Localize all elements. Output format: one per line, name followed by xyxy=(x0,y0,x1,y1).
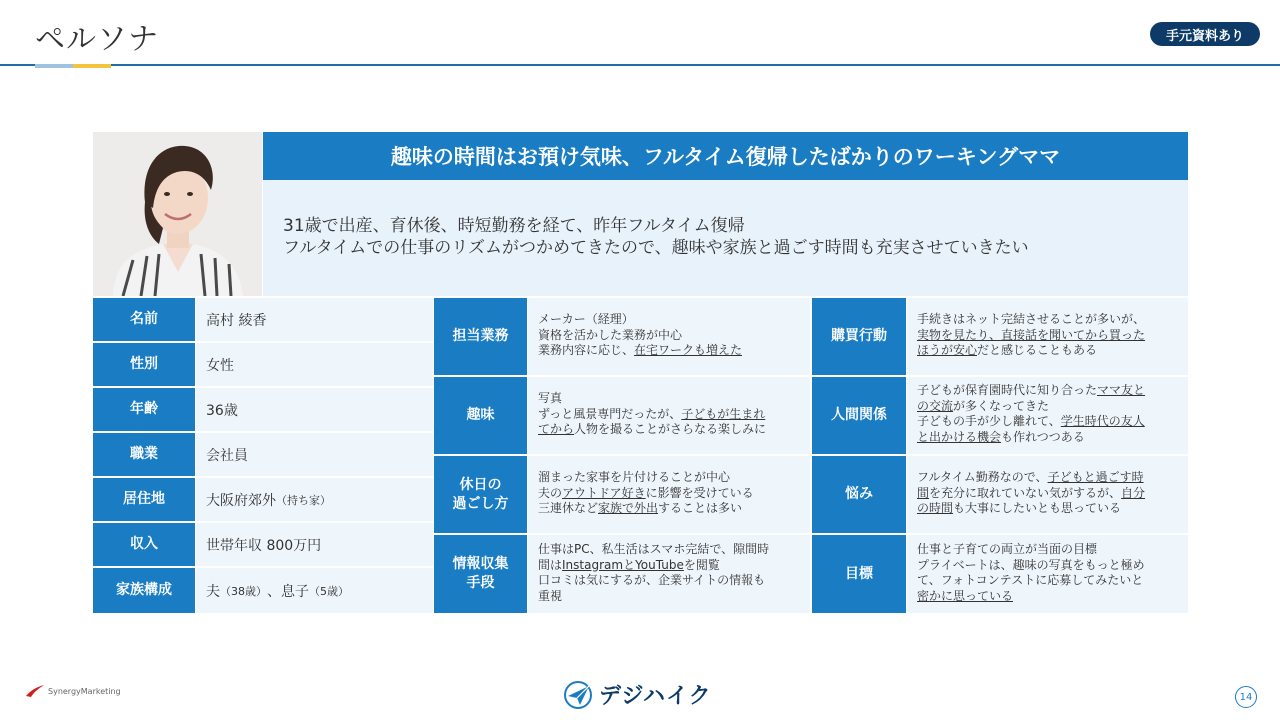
duty-line-3-b: 在宅ワークも増えた xyxy=(634,343,743,357)
buy-text xyxy=(907,298,1188,375)
family-spouse-age: （38歳） xyxy=(220,584,267,598)
info-line-3: 口コミは気にするが、企業サイトの情報も xyxy=(538,573,766,587)
holiday-line-3-c: することは多い xyxy=(658,501,743,515)
buy-line-3 xyxy=(917,343,1180,359)
family-label: 家族構成 xyxy=(93,568,195,613)
goal-line-4-u: 密かに思っている xyxy=(917,588,1014,603)
gender-label: 性別 xyxy=(93,343,195,386)
header-divider xyxy=(0,64,1280,66)
holiday-label xyxy=(434,456,527,533)
worry-line-2-c: 自分 xyxy=(1121,485,1146,500)
age-value: 36歳 xyxy=(196,388,433,431)
buy-line-2-u: 実物を見たり、直接話を聞いてから買った xyxy=(917,327,1146,342)
income-value: 世帯年収 800万円 xyxy=(196,523,433,566)
residence-note: （持ち家） xyxy=(276,493,331,507)
paper-plane-icon xyxy=(563,680,593,710)
hobby-line-3-b: 人物を撮ることがさらなる楽しみに xyxy=(574,422,767,436)
hobby-line-2-b: 子どもが生まれ xyxy=(681,406,766,421)
summary-line-1: 31歳で出産、育休後、時短勤務を経て、昨年フルタイム復帰 xyxy=(283,216,745,236)
persona-portrait-illustration xyxy=(93,132,262,296)
synergy-logo-text: SynergyMarketing xyxy=(48,686,121,696)
worry-line-3-a: の時間 xyxy=(917,501,954,515)
name-value: 高村 綾香 xyxy=(196,298,433,341)
family-son-age: （5歳） xyxy=(309,584,349,598)
rel-line-2-a: の交流 xyxy=(917,398,954,413)
rel-line-1-b: ママ友と xyxy=(1097,383,1146,397)
hobby-line-1: 写真 xyxy=(538,391,563,405)
worry-line-2-a: 間 xyxy=(917,485,930,500)
goal-line-4 xyxy=(917,589,1180,605)
holiday-line-3-b: 家族で外出 xyxy=(598,501,659,515)
info-line-2 xyxy=(538,558,802,574)
rel-line-4-b: も作れつつある xyxy=(1001,429,1085,444)
buy-line-1: 手続きはネット完結させることが多いが、 xyxy=(917,312,1146,326)
duty-label: 担当業務 xyxy=(434,298,527,375)
duty-line-1: メーカー（経理） xyxy=(538,312,634,326)
residence-value xyxy=(196,478,433,521)
persona-headline: 趣味の時間はお預け気味、フルタイム復帰したばかりのワーキングママ xyxy=(263,132,1188,180)
summary-line-2: フルタイムでの仕事のリズムがつかめてきたので、趣味や家族と過ごす時間も充実させていきたい xyxy=(283,238,1029,258)
info-text xyxy=(528,535,810,613)
family-value xyxy=(196,568,433,613)
digihaiku-logo xyxy=(563,679,712,710)
holiday-line-3 xyxy=(538,501,802,517)
rel-line-2-b: が多くなってきた xyxy=(953,398,1050,413)
rel-line-4 xyxy=(917,430,1180,446)
buy-line-3-a: ほうが安心 xyxy=(917,343,978,357)
holiday-line-2-a: 夫の xyxy=(538,485,563,500)
info-line-2-b: InstagramとYouTube xyxy=(562,557,684,572)
header-accent-blue xyxy=(35,64,73,68)
holiday-line-3-a: 三連休など xyxy=(538,501,599,515)
worry-line-2-b: を充分に取れていない気がするが、 xyxy=(929,485,1122,500)
worry-line-1-b: 子どもと過ごす時 xyxy=(1047,470,1144,484)
income-label: 収入 xyxy=(93,523,195,566)
worry-line-1-a: フルタイム勤務なので、 xyxy=(917,470,1048,484)
duty-line-3-a: 業務内容に応じ、 xyxy=(538,343,635,357)
worry-text xyxy=(907,456,1188,533)
persona-summary xyxy=(263,180,1188,296)
worry-line-2 xyxy=(917,486,1180,502)
synergy-swoosh-icon xyxy=(25,684,45,698)
persona-photo xyxy=(93,132,262,296)
info-label-1: 情報収集 xyxy=(452,556,509,572)
holiday-label-2: 過ごし方 xyxy=(452,495,509,512)
digihaiku-wordmark: デジハイク xyxy=(599,684,712,709)
goal-line-1: 仕事と子育ての両立が当面の目標 xyxy=(917,542,1098,556)
name-label: 名前 xyxy=(93,298,195,341)
duty-line-2: 資格を活かした業務が中心 xyxy=(538,327,683,342)
holiday-label-1: 休日の xyxy=(459,476,502,493)
goal-line-2: プライベートは、趣味の写真をもっと極め xyxy=(917,557,1145,572)
job-value: 会社員 xyxy=(196,433,433,476)
family-son: 、息子 xyxy=(267,583,309,600)
holiday-line-2 xyxy=(538,486,802,502)
relationships-text xyxy=(907,377,1188,454)
residence-label: 居住地 xyxy=(93,478,195,521)
age-label: 年齢 xyxy=(93,388,195,431)
rel-line-1 xyxy=(917,383,1180,399)
info-line-1: 仕事はPC、私生活はスマホ完結で、隙間時 xyxy=(538,542,770,556)
relationships-label: 人間関係 xyxy=(812,377,906,454)
info-label-2: 手段 xyxy=(466,575,495,591)
hobby-line-2-a: ずっと風景専門だったが、 xyxy=(538,406,682,421)
synergy-marketing-logo xyxy=(25,684,121,698)
hobby-text xyxy=(528,377,810,454)
rel-line-1-a: 子どもが保育園時代に知り合った xyxy=(917,383,1098,397)
family-spouse: 夫 xyxy=(206,583,220,600)
buy-line-3-b: だと感じることもある xyxy=(977,343,1098,357)
worry-label: 悩み xyxy=(812,456,906,533)
rel-line-3 xyxy=(917,414,1180,430)
job-label: 職業 xyxy=(93,433,195,476)
buy-label: 購買行動 xyxy=(812,298,906,375)
residence-text: 大阪府郊外 xyxy=(206,492,276,509)
info-line-2-a: 間は xyxy=(538,557,563,572)
buy-line-2 xyxy=(917,328,1180,344)
rel-line-3-a: 子どもの手が少し離れて、 xyxy=(917,414,1061,428)
holiday-text xyxy=(528,456,810,533)
info-line-4: 重視 xyxy=(538,588,563,603)
rel-line-2 xyxy=(917,399,1180,415)
worry-line-3-b: も大事にしたいとも思っている xyxy=(953,501,1122,515)
hobby-line-3-a: てから xyxy=(538,422,575,436)
hobby-label: 趣味 xyxy=(434,377,527,454)
duty-text xyxy=(528,298,810,375)
page-number: 14 xyxy=(1235,686,1257,708)
hobby-line-2 xyxy=(538,407,802,423)
rel-line-4-a: と出かける機会 xyxy=(917,429,1002,444)
info-label xyxy=(434,535,527,613)
handout-badge: 手元資料あり xyxy=(1150,22,1260,46)
hobby-line-3 xyxy=(538,422,802,438)
holiday-line-2-b: アウトドア好き xyxy=(562,485,646,500)
header-accent-yellow xyxy=(73,64,111,68)
holiday-line-2-c: に影響を受けている xyxy=(645,485,754,500)
goal-label: 目標 xyxy=(812,535,906,613)
goal-text xyxy=(907,535,1188,613)
goal-line-3: て、フォトコンテストに応募してみたいと xyxy=(917,573,1144,587)
gender-value: 女性 xyxy=(196,343,433,386)
holiday-line-1: 溜まった家事を片付けることが中心 xyxy=(538,470,731,484)
page-title: ペルソナ xyxy=(35,22,159,57)
rel-line-3-b: 学生時代の友人 xyxy=(1060,414,1145,428)
info-line-2-c: を閲覧 xyxy=(683,557,720,572)
worry-line-3 xyxy=(917,501,1180,517)
worry-line-1 xyxy=(917,470,1180,486)
duty-line-3 xyxy=(538,343,802,359)
